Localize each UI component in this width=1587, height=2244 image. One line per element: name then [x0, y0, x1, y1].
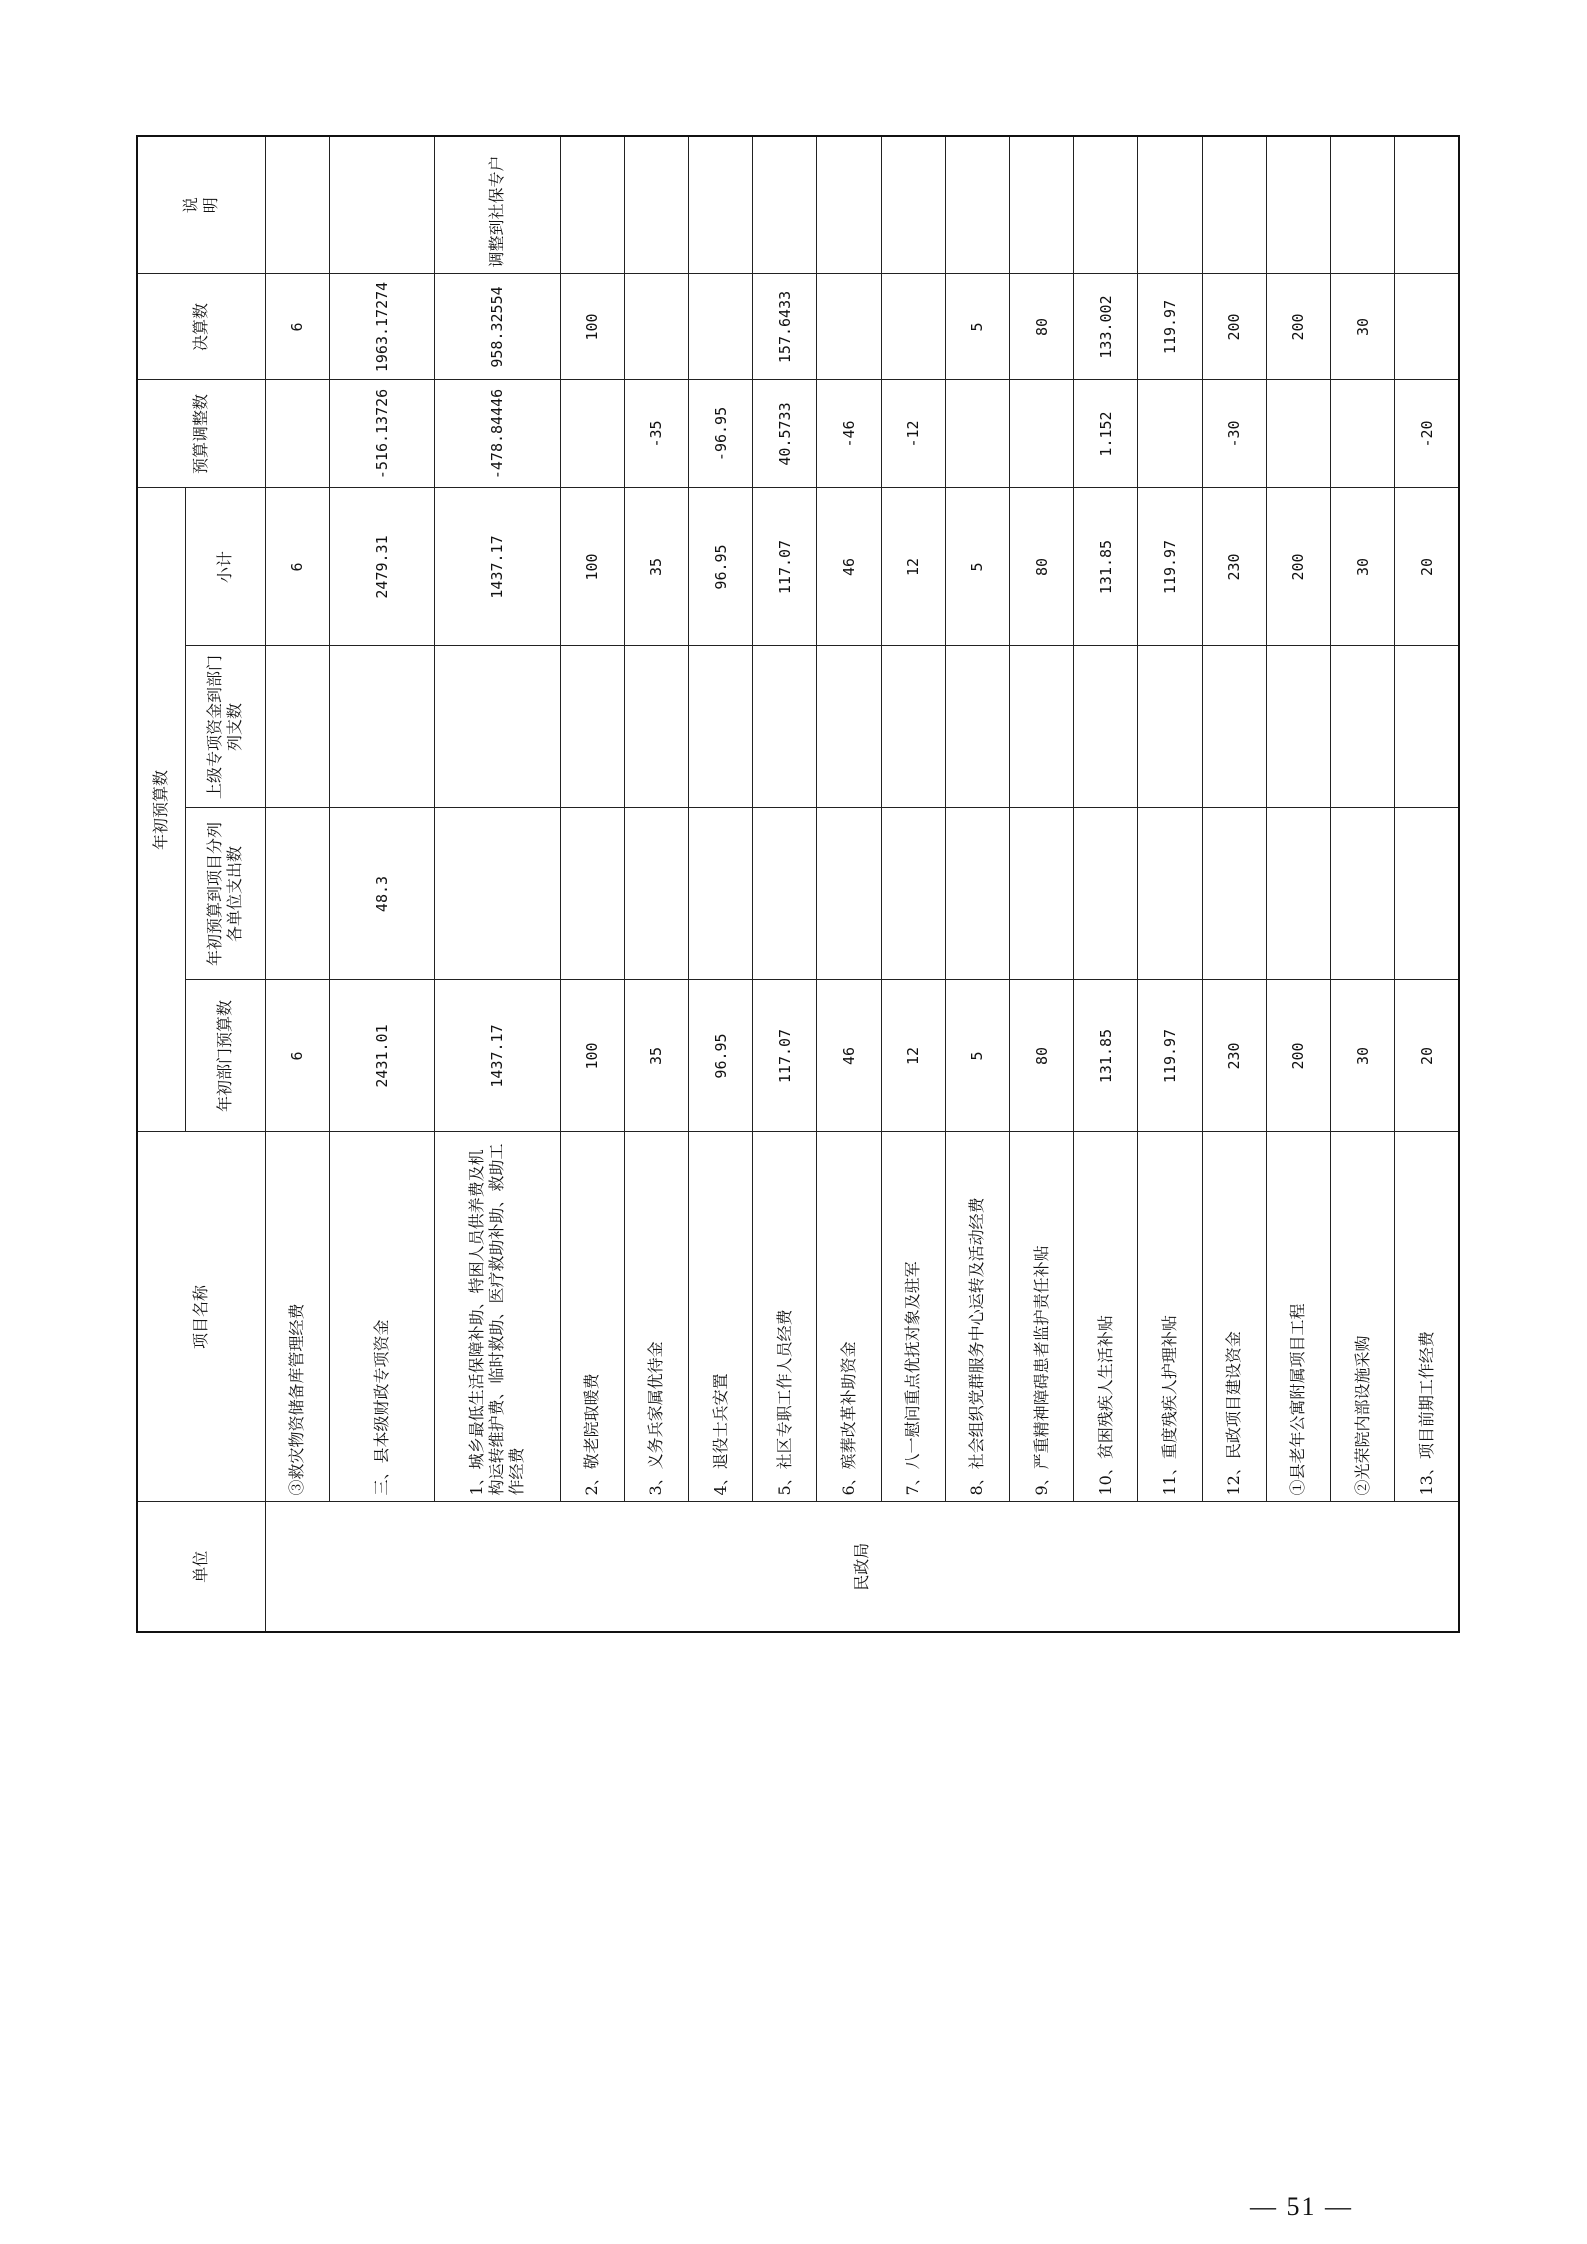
cell-subtotal: 30: [1331, 488, 1395, 646]
cell-final: 80: [1009, 274, 1073, 380]
cell-initial-dept-budget: 2431.01: [329, 980, 434, 1132]
cell-note: [1074, 136, 1138, 274]
rotated-table-frame: [136, 21, 1460, 1633]
header-final: 决算数: [137, 274, 265, 380]
cell-adjustment: -12: [881, 380, 945, 488]
cell-subtotal: 46: [817, 488, 881, 646]
cell-superior-special: [1074, 646, 1138, 808]
row-project-name: ②光荣院内部设施采购: [1331, 1132, 1395, 1502]
row-project-name: 6、殡葬改革补助资金: [817, 1132, 881, 1502]
cell-initial-allocated: [1266, 808, 1330, 980]
row-project-name: 9、严重精神障碍患者监护责任补贴: [1009, 1132, 1073, 1502]
cell-final: [881, 274, 945, 380]
cell-initial-allocated: [560, 808, 624, 980]
table-row: [624, 136, 688, 1632]
cell-final: 6: [265, 274, 329, 380]
cell-note: [945, 136, 1009, 274]
cell-final: 5: [945, 274, 1009, 380]
cell-note: [1009, 136, 1073, 274]
cell-final: [624, 274, 688, 380]
cell-superior-special: [329, 646, 434, 808]
table-row: [1009, 136, 1073, 1632]
cell-superior-special: [881, 646, 945, 808]
cell-subtotal: 131.85: [1074, 488, 1138, 646]
cell-initial-allocated: [1009, 808, 1073, 980]
cell-adjustment: -516.13726: [329, 380, 434, 488]
cell-final: [688, 274, 752, 380]
cell-initial-allocated: [1074, 808, 1138, 980]
row-project-name: 1、城乡最低生活保障补助、特困人员供养费及机构运转维护费、临时救助、医疗救助补助、救助工作经费: [434, 1132, 560, 1502]
table-body: [265, 136, 1459, 1632]
cell-note: [265, 136, 329, 274]
header-superior-special: 上级专项资金到部门列支数: [185, 646, 265, 808]
table-row: [434, 136, 560, 1632]
cell-subtotal: 200: [1266, 488, 1330, 646]
cell-final: 119.97: [1138, 274, 1202, 380]
table-row: [329, 136, 434, 1632]
header-adjustment: 预算调整数: [137, 380, 265, 488]
row-project-name: 11、重度残疾人护理补贴: [1138, 1132, 1202, 1502]
cell-initial-dept-budget: 230: [1202, 980, 1266, 1132]
table-row: [881, 136, 945, 1632]
cell-adjustment: 1.152: [1074, 380, 1138, 488]
cell-subtotal: 119.97: [1138, 488, 1202, 646]
cell-superior-special: [817, 646, 881, 808]
cell-subtotal: 2479.31: [329, 488, 434, 646]
cell-subtotal: 6: [265, 488, 329, 646]
cell-subtotal: 100: [560, 488, 624, 646]
cell-initial-allocated: [881, 808, 945, 980]
cell-final: [1395, 274, 1459, 380]
row-project-name: 2、敬老院取暖费: [560, 1132, 624, 1502]
table-row: [753, 136, 817, 1632]
cell-initial-dept-budget: 30: [1331, 980, 1395, 1132]
header-initial-budget: 年初预算数: [137, 488, 185, 1132]
cell-initial-dept-budget: 117.07: [753, 980, 817, 1132]
row-project-name: 8、社会组织党群服务中心运转及活动经费: [945, 1132, 1009, 1502]
cell-subtotal: 5: [945, 488, 1009, 646]
cell-initial-dept-budget: 1437.17: [434, 980, 560, 1132]
header-note: 说 明: [137, 136, 265, 274]
cell-note: [624, 136, 688, 274]
row-project-name: 12、民政项目建设资金: [1202, 1132, 1266, 1502]
cell-initial-allocated: [1202, 808, 1266, 980]
header-initial-allocated: 年初预算到项目分列各单位支出数: [185, 808, 265, 980]
header-unit: 单位: [137, 1502, 265, 1632]
row-project-name: ③救灾物资储备库管理经费: [265, 1132, 329, 1502]
header-initial-dept-budget: 年初部门预算数: [185, 980, 265, 1132]
cell-initial-allocated: [624, 808, 688, 980]
cell-superior-special: [265, 646, 329, 808]
cell-adjustment: [945, 380, 1009, 488]
cell-adjustment: -46: [817, 380, 881, 488]
cell-superior-special: [1202, 646, 1266, 808]
cell-note: [329, 136, 434, 274]
cell-initial-dept-budget: 131.85: [1074, 980, 1138, 1132]
cell-final: 1963.17274: [329, 274, 434, 380]
cell-initial-allocated: [753, 808, 817, 980]
table-row: [945, 136, 1009, 1632]
cell-superior-special: [1395, 646, 1459, 808]
table-row: [1138, 136, 1202, 1632]
cell-adjustment: -30: [1202, 380, 1266, 488]
cell-subtotal: 20: [1395, 488, 1459, 646]
table-row: [265, 136, 329, 1632]
row-project-name: 13、项目前期工作经费: [1395, 1132, 1459, 1502]
cell-note: [1331, 136, 1395, 274]
cell-adjustment: [265, 380, 329, 488]
cell-initial-dept-budget: 100: [560, 980, 624, 1132]
cell-superior-special: [560, 646, 624, 808]
cell-initial-dept-budget: 46: [817, 980, 881, 1132]
cell-note: [817, 136, 881, 274]
cell-superior-special: [434, 646, 560, 808]
row-project-name: 三、县本级财政专项资金: [329, 1132, 434, 1502]
cell-initial-dept-budget: 80: [1009, 980, 1073, 1132]
cell-adjustment: [1009, 380, 1073, 488]
cell-initial-allocated: [1138, 808, 1202, 980]
cell-final: 100: [560, 274, 624, 380]
table-row: [1266, 136, 1330, 1632]
cell-initial-dept-budget: 119.97: [1138, 980, 1202, 1132]
cell-subtotal: 1437.17: [434, 488, 560, 646]
cell-initial-allocated: [265, 808, 329, 980]
cell-subtotal: 80: [1009, 488, 1073, 646]
cell-final: 133.002: [1074, 274, 1138, 380]
cell-final: 958.32554: [434, 274, 560, 380]
cell-initial-dept-budget: 12: [881, 980, 945, 1132]
cell-note: [1395, 136, 1459, 274]
table-row: [1074, 136, 1138, 1632]
cell-initial-dept-budget: 6: [265, 980, 329, 1132]
cell-adjustment: [1331, 380, 1395, 488]
cell-adjustment: -478.84446: [434, 380, 560, 488]
cell-adjustment: [1266, 380, 1330, 488]
row-project-name: 10、贫困残疾人生活补贴: [1074, 1132, 1138, 1502]
table-row: [1395, 136, 1459, 1632]
table-row: [817, 136, 881, 1632]
header-project-name: 项目名称: [137, 1132, 265, 1502]
cell-final: 200: [1266, 274, 1330, 380]
cell-note: [1202, 136, 1266, 274]
cell-note: 调整到社保专户: [434, 136, 560, 274]
cell-superior-special: [1009, 646, 1073, 808]
cell-initial-allocated: [688, 808, 752, 980]
cell-initial-allocated: [434, 808, 560, 980]
cell-subtotal: 12: [881, 488, 945, 646]
cell-adjustment: [1138, 380, 1202, 488]
cell-initial-dept-budget: 200: [1266, 980, 1330, 1132]
cell-initial-dept-budget: 96.95: [688, 980, 752, 1132]
cell-subtotal: 35: [624, 488, 688, 646]
cell-initial-dept-budget: 20: [1395, 980, 1459, 1132]
cell-adjustment: -35: [624, 380, 688, 488]
cell-adjustment: -20: [1395, 380, 1459, 488]
cell-initial-allocated: 48.3: [329, 808, 434, 980]
cell-adjustment: -96.95: [688, 380, 752, 488]
cell-initial-allocated: [945, 808, 1009, 980]
cell-superior-special: [945, 646, 1009, 808]
cell-initial-dept-budget: 5: [945, 980, 1009, 1132]
cell-adjustment: 40.5733: [753, 380, 817, 488]
table-row: [560, 136, 624, 1632]
cell-note: [881, 136, 945, 274]
cell-note: [1266, 136, 1330, 274]
cell-subtotal: 96.95: [688, 488, 752, 646]
cell-final: 30: [1331, 274, 1395, 380]
table-row: [1202, 136, 1266, 1632]
cell-final: 200: [1202, 274, 1266, 380]
cell-subtotal: 230: [1202, 488, 1266, 646]
cell-final: [817, 274, 881, 380]
row-project-name: 4、退役士兵安置: [688, 1132, 752, 1502]
row-project-name: ①县老年公寓附属项目工程: [1266, 1132, 1330, 1502]
cell-note: [1138, 136, 1202, 274]
cell-initial-allocated: [1331, 808, 1395, 980]
cell-superior-special: [1266, 646, 1330, 808]
cell-initial-dept-budget: 35: [624, 980, 688, 1132]
cell-superior-special: [1331, 646, 1395, 808]
page-number: — 51 —: [1250, 2192, 1353, 2221]
cell-subtotal: 117.07: [753, 488, 817, 646]
cell-note: [560, 136, 624, 274]
row-project-name: 3、义务兵家属优待金: [624, 1132, 688, 1502]
row-project-name: 7、八一慰问重点优抚对象及驻军: [881, 1132, 945, 1502]
cell-superior-special: [1138, 646, 1202, 808]
cell-initial-allocated: [1395, 808, 1459, 980]
cell-superior-special: [624, 646, 688, 808]
header-subtotal: 小计: [185, 488, 265, 646]
row-project-name: 5、社区专职工作人员经费: [753, 1132, 817, 1502]
cell-superior-special: [688, 646, 752, 808]
cell-note: [688, 136, 752, 274]
cell-final: 157.6433: [753, 274, 817, 380]
table-row: [688, 136, 752, 1632]
budget-table: [136, 21, 1460, 1633]
table-row: [1331, 136, 1395, 1632]
cell-initial-allocated: [817, 808, 881, 980]
unit-cell: 民政局: [265, 1502, 1459, 1632]
cell-note: [753, 136, 817, 274]
cell-adjustment: [560, 380, 624, 488]
cell-superior-special: [753, 646, 817, 808]
